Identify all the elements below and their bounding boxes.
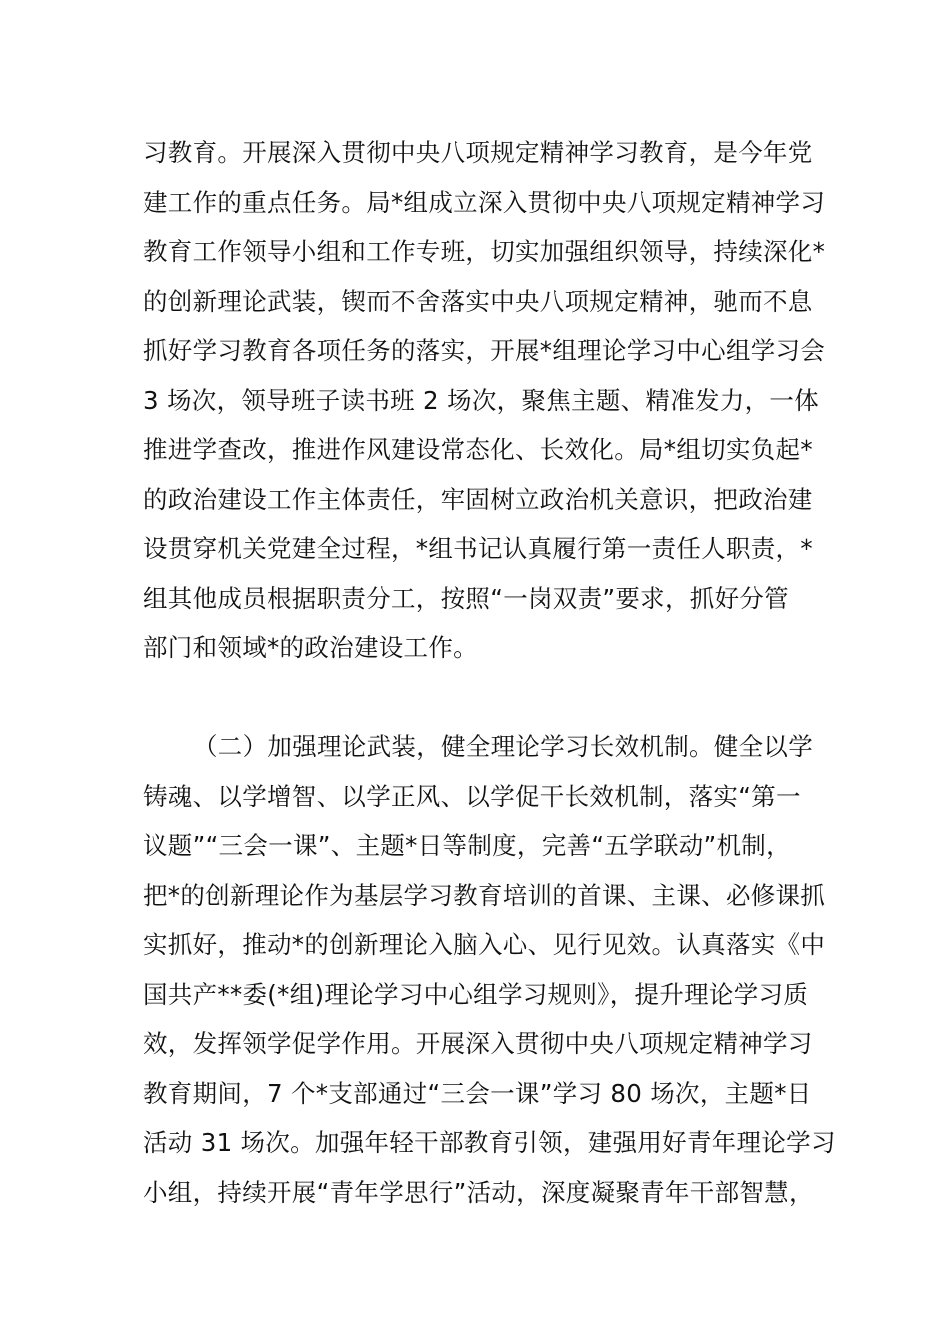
paragraph-1-line: 的创新理论武装，锲而不舍落实中央八项规定精神，驰而不息 [143,287,813,316]
paragraph-2-line: 铸魂、以学增智、以学正风、以学促干长效机制，落实“第一 [143,782,801,811]
paragraph-1-line: 建工作的重点任务。局*组成立深入贯彻中央八项规定精神学习 [143,188,826,217]
paragraph-1-line: 设贯穿机关党建全过程，*组书记认真履行第一责任人职责，* [143,534,813,563]
paragraph-1-line: 组其他成员根据职责分工，按照“一岗双责”要求，抓好分管 [143,584,789,613]
paragraph-2-line: 国共产**委(*组)理论学习中心组学习规则》，提升理论学习质 [143,980,809,1009]
paragraph-1-line: 部门和领域*的政治建设工作。 [143,633,478,662]
paragraph-2-line: 实抓好，推动*的创新理论入脑入心、见行见效。认真落实《中 [143,930,826,959]
paragraph-2-line: 议题”“三会一课”、主题*日等制度，完善“五学联动”机制， [143,831,791,860]
paragraph-2-line: 把*的创新理论作为基层学习教育培训的首课、主课、必修课抓 [143,881,826,910]
paragraph-2-line: 效，发挥领学促学作用。开展深入贯彻中央八项规定精神学习 [143,1029,813,1058]
paragraph-2-line: 小组，持续开展“青年学思行”活动，深度凝聚青年干部智慧， [143,1178,814,1207]
paragraph-1-line: 的政治建设工作主体责任，牢固树立政治机关意识，把政治建 [143,485,813,514]
paragraph-1-line: 教育工作领导小组和工作专班，切实加强组织领导，持续深化* [143,237,826,266]
paragraph-1-line: 抓好学习教育各项任务的落实，开展*组理论学习中心组学习会 [143,336,826,365]
paragraph-2-line: 教育期间，7 个*支部通过“三会一课”学习 80 场次，主题*日 [143,1079,812,1108]
paragraph-2-first-line: （二）加强理论武装，健全理论学习长效机制。健全以学 [193,732,813,761]
paragraph-1-line: 推进学查改，推进作风建设常态化、长效化。局*组切实负起* [143,435,813,464]
paragraph-2-line: 活动 31 场次。加强年轻干部教育引领，建强用好青年理论学习 [143,1128,836,1157]
paragraph-1-line: 习教育。开展深入贯彻中央八项规定精神学习教育，是今年党 [143,138,813,167]
paragraph-1-line: 3 场次，领导班子读书班 2 场次，聚焦主题、精准发力，一体 [143,386,820,415]
